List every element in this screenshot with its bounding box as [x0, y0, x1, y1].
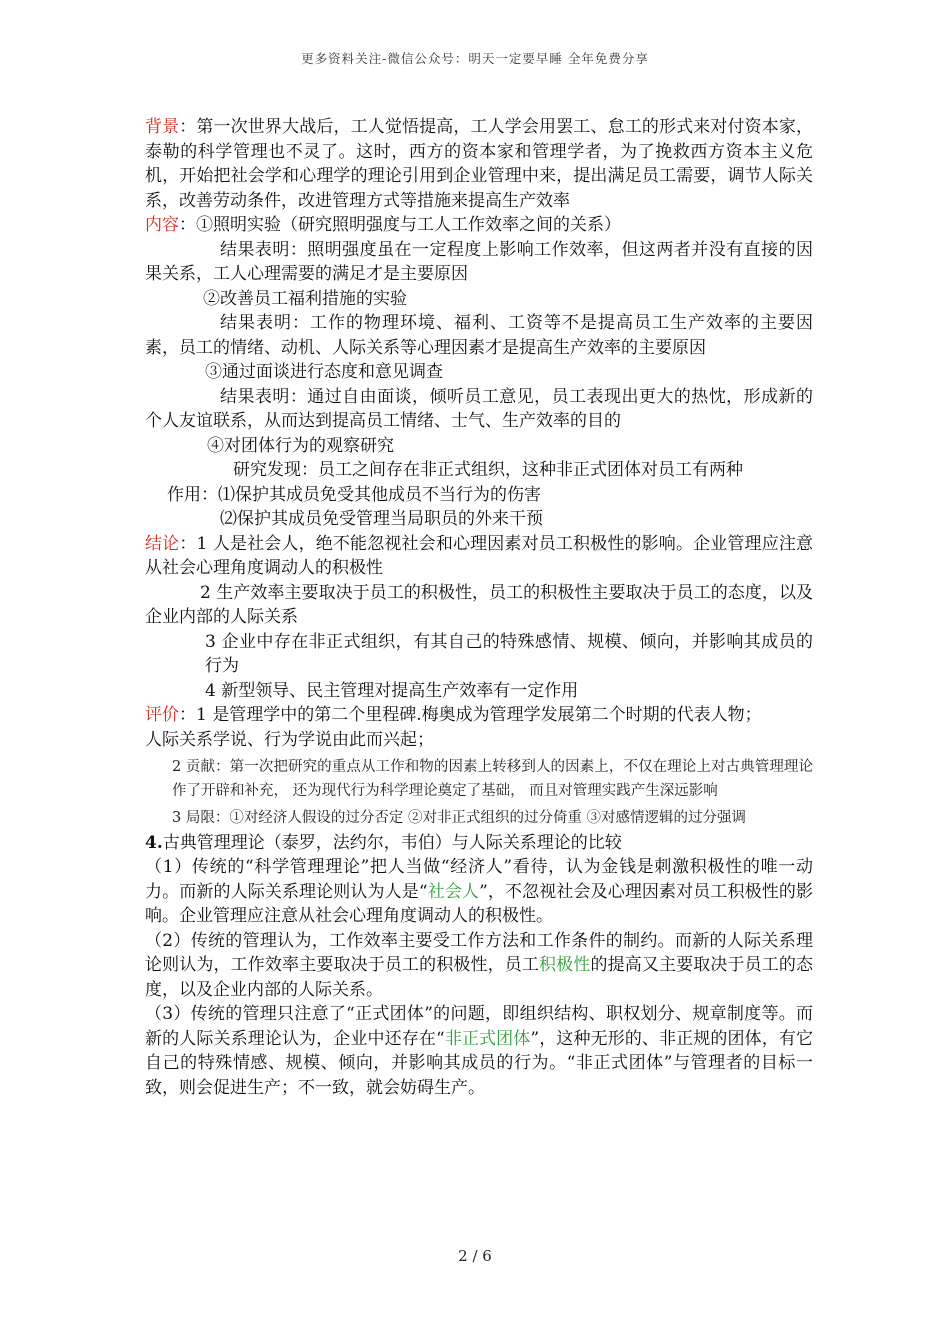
experiment-4-title: ④对团体行为的观察研究 — [207, 435, 394, 456]
evaluation-1-text: 1 是管理学中的第二个里程碑.梅奥成为管理学发展第二个时期的代表人物； — [196, 705, 762, 725]
content-label: 内容 — [145, 215, 179, 235]
experiment-3-result: 结果表明：通过自由面谈，倾听员工意见，员工表现出更大的热忱，形成新的个人友谊联系，从而达到提高员工情绪、士气、生产效率的目的 — [145, 386, 813, 431]
content-sep: ： — [179, 215, 196, 235]
conclusion-label: 结论 — [145, 533, 180, 554]
conclusion-3: 3 企业中存在非正式组织，有其自己的特殊感情、规模、倾向，并影响其成员的行为 — [205, 631, 813, 676]
p2-text-a: （2）传统的管理认为，工作效率主要受工作方法和工作条件的制约。而新的人际关系理论则认为，工作效率主要取决于员工的积极性，员工 — [145, 930, 813, 975]
conclusion-4: 4 新型领导、民主管理对提高生产效率有一定作用 — [205, 680, 579, 701]
section-4-paragraph-3 — [145, 1002, 813, 1100]
experiment-4-finding: 研究发现：员工之间存在非正式组织，这种非正式团体对员工有两种 — [233, 460, 743, 480]
background-text: 第一次世界大战后，工人觉悟提高，工人学会用罢工、怠工的形式来对付资本家，泰勒的科学管理也不灵了。这时，西方的资本家和管理学者，为了挽救西方资本主义危机，开始把社会学和心理学的理论引用到企业管理中来，提出满足员工需要，调节人际关系，改善劳动条件，改进管理方式等措施来提高生产效率 — [145, 117, 814, 211]
conclusion-sep: ： — [179, 533, 197, 554]
p2-text-b: 的提高又主要取决于员工的态度，以及企业内部的人际关系。 — [145, 955, 814, 1000]
conclusion-1 — [145, 532, 813, 581]
content-heading — [145, 213, 813, 238]
section-4-paragraph-1 — [145, 855, 813, 929]
evaluation-sep: ： — [179, 705, 196, 725]
experiment-4-role-1: 作用：⑴保护其成员免受其他成员不当行为的伤害 — [167, 484, 541, 505]
experiment-2-result: 结果表明：工作的物理环境、福利、工资等不是提高员工生产效率的主要因素，员工的情绪、动机、人际关系等心理因素才是提高生产效率的主要原因 — [145, 313, 813, 358]
p3-highlight: 非正式团体 — [444, 1028, 531, 1049]
experiment-3-title: ③通过面谈进行态度和意见调查 — [205, 362, 443, 382]
p2-highlight: 积极性 — [539, 955, 591, 975]
document-body — [145, 115, 813, 1100]
section-4-heading — [145, 831, 813, 856]
page-number: 2 / 6 — [458, 1247, 492, 1265]
section-4-title: 古典管理理论（泰罗，法约尔，韦伯）与人际关系理论的比较 — [162, 832, 622, 853]
experiment-1-result: 结果表明：照明强度虽在一定程度上影响工作效率，但这两者并没有直接的因果关系，工人心理需要的满足才是主要原因 — [145, 239, 813, 284]
p1-text-b: ”，不忽视社会及心理因素对员工积极性的影响。企业管理应注意从社会心理角度调动人的积极性。 — [145, 881, 813, 926]
conclusion-1-text: 1 人是社会人，绝不能忽视社会和心理因素对员工积极性的影响。企业管理应注意从社会心理角度调动人的积极性 — [145, 533, 814, 578]
p3-text-b: ”，这种无形的、非正规的团体，有它自己的特殊情感、规模、倾向，并影响其成员的行为。“非正式团体”与管理者的目标一致，则会促进生产；不一致，就会妨碍生产。 — [145, 1028, 813, 1098]
background-paragraph — [145, 115, 813, 213]
background-label: 背景 — [145, 117, 180, 137]
evaluation-1b: 人际关系学说、行为学说由此而兴起； — [145, 729, 434, 750]
evaluation-contribution: 2 贡献：第一次把研究的重点从工作和物的因素上转移到人的因素上，不仅在理论上对古典管理理论作了开辟和补充， 还为现代行为科学理论奠定了基础， 而且对管理实践产生深远影响 — [172, 759, 813, 799]
evaluation-limitation: 3 局限：①对经济人假设的过分否定 ②对非正式组织的过分倚重 ③对感情逻辑的过分强调 — [172, 810, 747, 826]
evaluation-label: 评价 — [145, 705, 179, 725]
p1-highlight: 社会人 — [427, 881, 480, 902]
section-4-number: 4. — [145, 832, 163, 853]
section-4-paragraph-2 — [145, 929, 813, 1003]
p3-text-a: （3）传统的管理只注意了“正式团体”的问题，即组织结构、职权划分、规章制度等。而新的人际关系理论认为，企业中还存在“ — [145, 1004, 813, 1049]
conclusion-2: 2 生产效率主要取决于员工的积极性，员工的积极性主要取决于员工的态度，以及企业内部的人际关系 — [145, 582, 813, 627]
p1-text-a: （1）传统的“科学管理理论”把人当做“经济人”看待，认为金钱是刺激积极性的唯一动力。而新的人际关系理论则认为人是“ — [145, 857, 813, 902]
evaluation-1 — [145, 703, 813, 728]
background-sep: ： — [179, 117, 197, 137]
experiment-2-title: ②改善员工福利措施的实验 — [203, 288, 407, 309]
experiment-4-role-2: ⑵保护其成员免受管理当局职员的外来干预 — [220, 509, 543, 529]
experiment-1-title: ①照明实验（研究照明强度与工人工作效率之间的关系） — [196, 215, 621, 235]
page-header: 更多资料关注-微信公众号：明天一定要早睡 全年免费分享 — [301, 51, 649, 66]
